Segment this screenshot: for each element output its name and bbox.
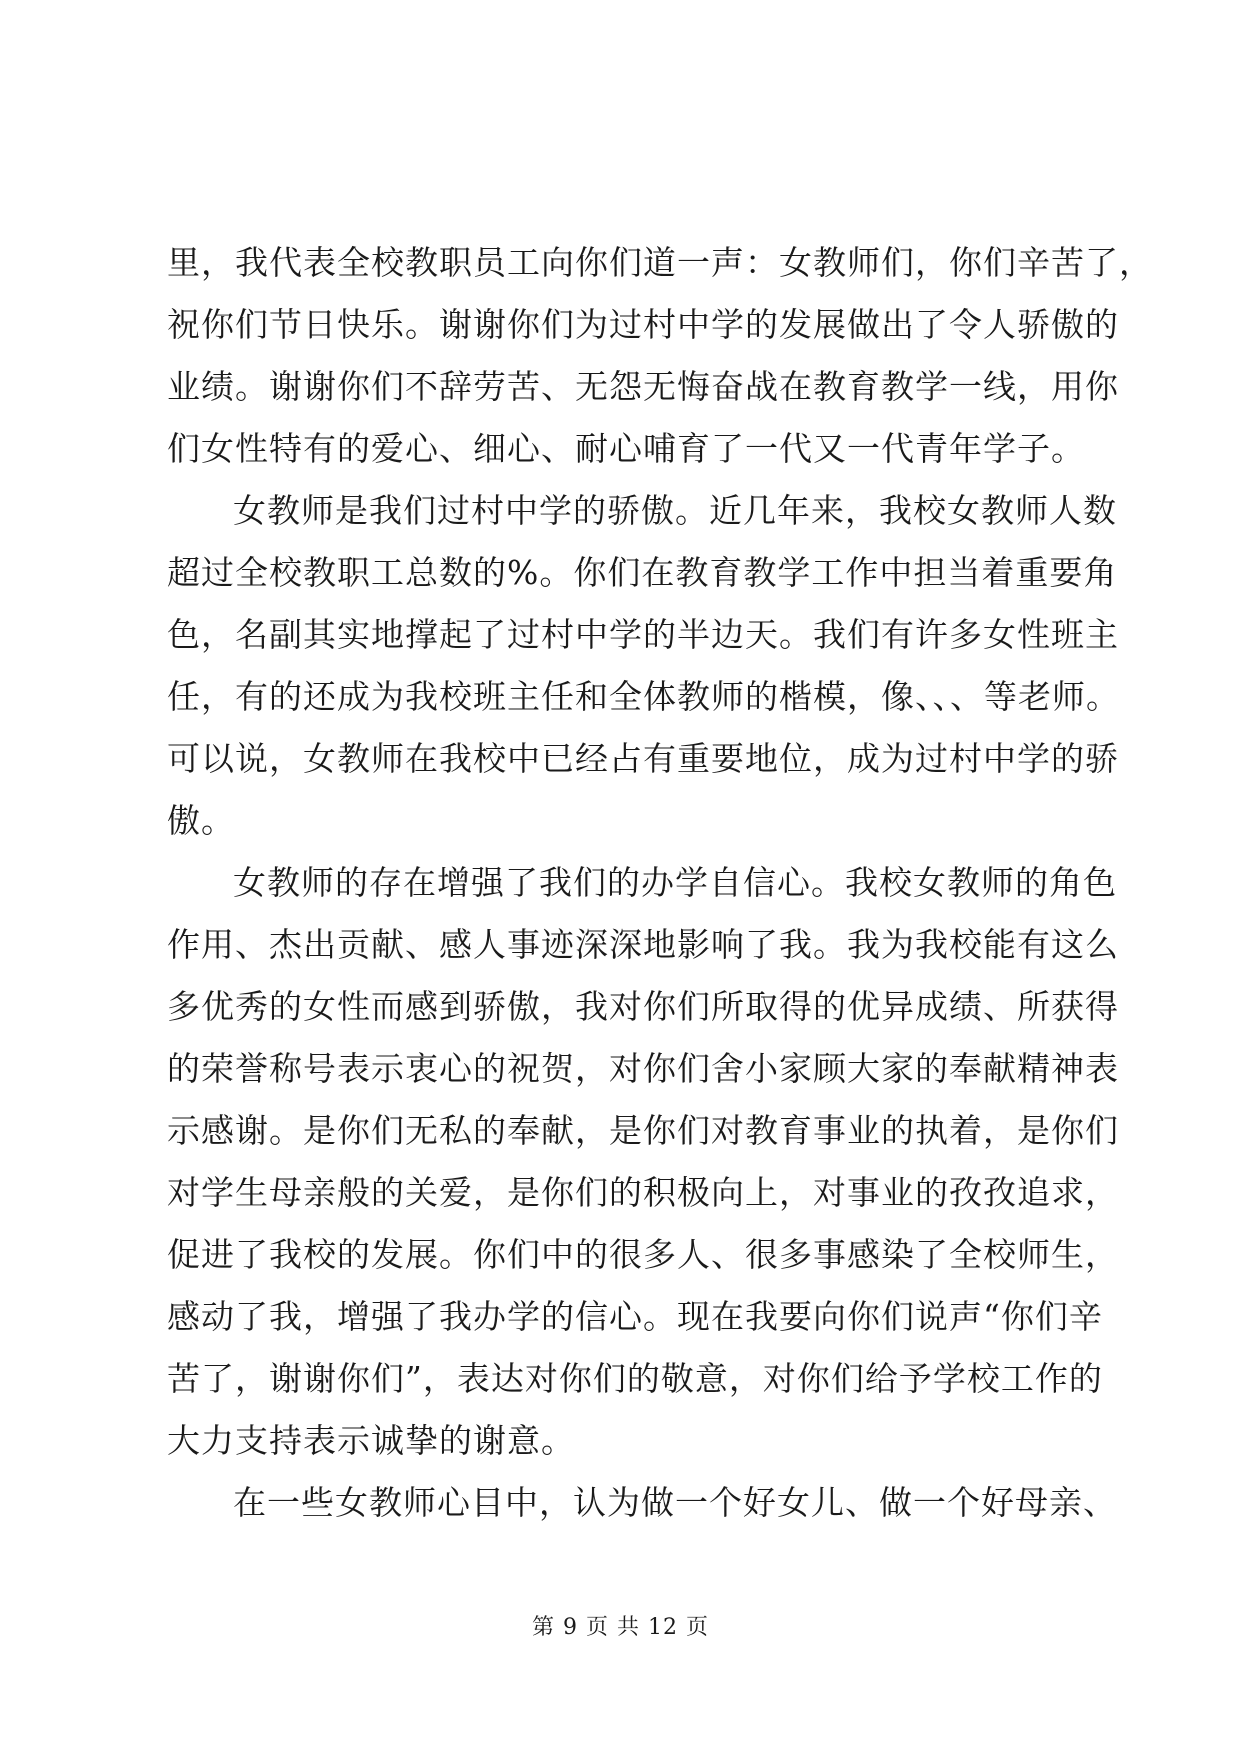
text-line: 业绩。谢谢你们不辞劳苦、无怨无悔奋战在教育教学一线，用你 xyxy=(167,367,1119,406)
text-line: 女教师是我们过村中学的骄傲。近几年来，我校女教师人数 xyxy=(233,491,1117,530)
text-line: 女教师的存在增强了我们的办学自信心。我校女教师的角色 xyxy=(233,863,1117,902)
text-line: 在一些女教师心目中，认为做一个好女儿、做一个好母亲、 xyxy=(233,1483,1117,1522)
text-line: 傲。 xyxy=(167,801,235,840)
text-line: 多优秀的女性而感到骄傲，我对你们所取得的优异成绩、所获得 xyxy=(167,987,1119,1026)
text-line: 的荣誉称号表示衷心的祝贺，对你们舍小家顾大家的奉献精神表 xyxy=(167,1049,1119,1088)
text-line: 色，名副其实地撑起了过村中学的半边天。我们有许多女性班主 xyxy=(167,615,1119,654)
text-line: 们女性特有的爱心、细心、耐心哺育了一代又一代青年学子。 xyxy=(167,429,1085,468)
text-line: 示感谢。是你们无私的奉献，是你们对教育事业的执着，是你们 xyxy=(167,1111,1119,1150)
text-line: 祝你们节日快乐。谢谢你们为过村中学的发展做出了令人骄傲的 xyxy=(167,305,1119,344)
text-line: 任，有的还成为我校班主任和全体教师的楷模，像、、、等老师。 xyxy=(167,677,1120,716)
text-line: 超过全校教职工总数的%。你们在教育教学工作中担当着重要角 xyxy=(167,553,1118,592)
text-line: 可以说，女教师在我校中已经占有重要地位，成为过村中学的骄 xyxy=(167,739,1119,778)
body-text xyxy=(167,232,1153,1534)
text-line: 里，我代表全校教职员工向你们道一声：女教师们，你们辛苦了， xyxy=(167,243,1153,282)
text-line: 作用、杰出贡献、感人事迹深深地影响了我。我为我校能有这么 xyxy=(167,925,1119,964)
text-line: 苦了，谢谢你们”，表达对你们的敬意，对你们给予学校工作的 xyxy=(167,1359,1103,1398)
page-number-label: 第 9 页 共 12 页 xyxy=(532,1615,709,1640)
text-line: 感动了我，增强了我办学的信心。现在我要向你们说声“你们辛 xyxy=(167,1297,1103,1336)
text-line: 对学生母亲般的关爱，是你们的积极向上，对事业的孜孜追求， xyxy=(167,1173,1119,1212)
page-footer xyxy=(0,1610,1241,1641)
text-line: 促进了我校的发展。你们中的很多人、很多事感染了全校师生， xyxy=(167,1235,1119,1274)
text-line: 大力支持表示诚挚的谢意。 xyxy=(167,1421,575,1460)
